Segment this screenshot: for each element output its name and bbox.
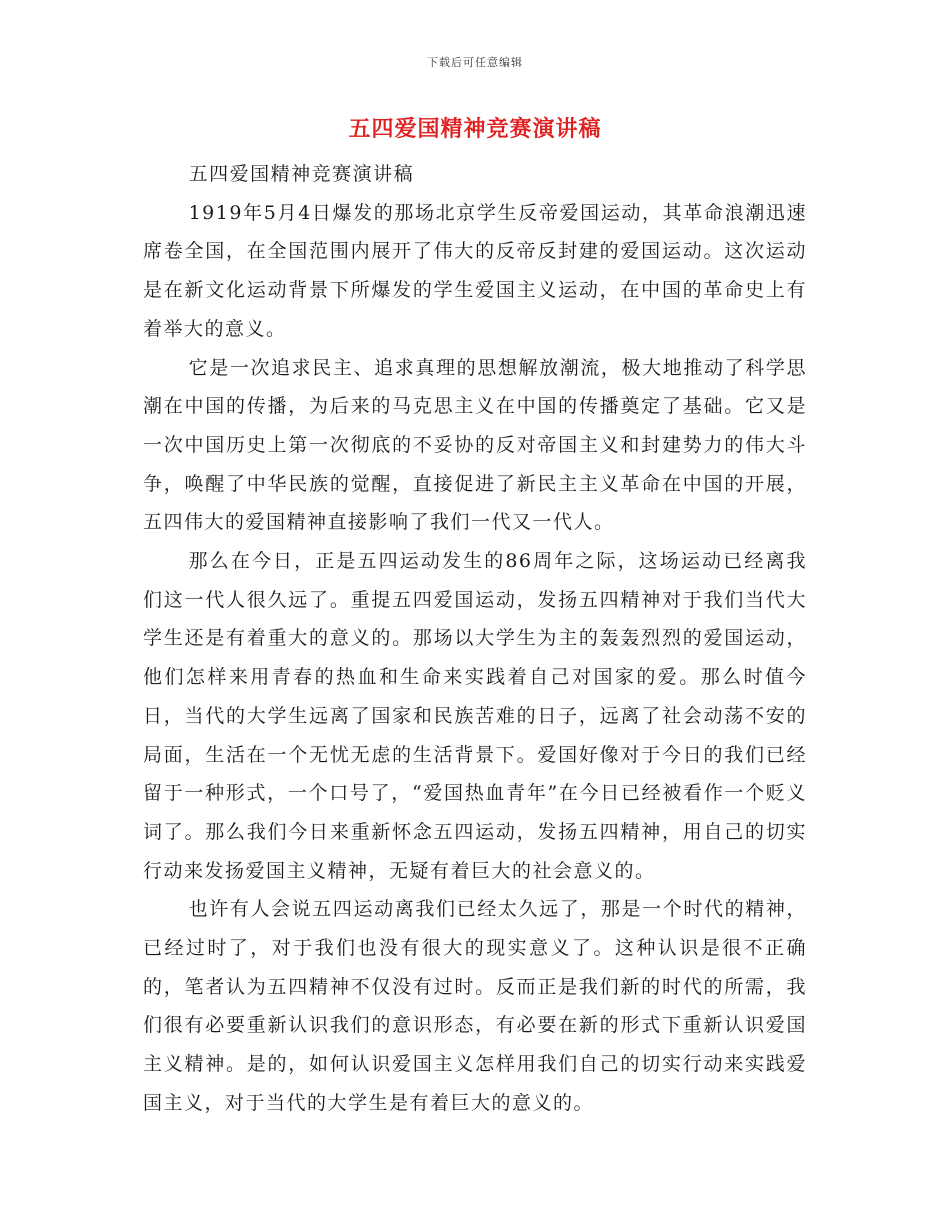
- document-title: 五四爱国精神竞赛演讲稿: [348, 116, 602, 142]
- header-note: 下载后可任意编辑: [427, 56, 523, 69]
- document-body: [143, 155, 807, 1123]
- paragraph-subtitle: 五四爱国精神竞赛演讲稿: [188, 163, 415, 185]
- paragraph: 那么在今日，正是五四运动发生的86周年之际，这场运动已经离我们这一代人很久远了。重提五四爱国运动，发扬五四精神对于我们当代大学生还是有着重大的意义的。那场以大学生为主的轰轰烈烈的爱国运动，他们怎样来用青春的热血和生命来实践着自己对国家的爱。那么时值今日，当代的大学生远离了国家和民族苦难的日子，远离了社会动荡不安的局面，生活在一个无忧无虑的生活背景下。爱国好像对于今日的我们已经留于一种形式，一个口号了，“爱国热血青年”在今日已经被看作一个贬义词了。那么我们今日来重新怀念五四运动，发扬五四精神，用自己的切实行动来发扬爱国主义精神，无疑有着巨大的社会意义的。: [143, 550, 807, 882]
- paragraph: 也许有人会说五四运动离我们已经太久远了，那是一个时代的精神，已经过时了，对于我们也没有很大的现实意义了。这种认识是很不正确的，笔者认为五四精神不仅没有过时。反而正是我们新的时代的所需，我们很有必要重新认识我们的意识形态，有必要在新的形式下重新认识爱国主义精神。是的，如何认识爱国主义怎样用我们自己的切实行动来实践爱国主义，对于当代的大学生是有着巨大的意义的。: [143, 898, 807, 1114]
- paragraph: 1919年5月4日爆发的那场北京学生反帝爱国运动，其革命浪潮迅速席卷全国，在全国范围内展开了伟大的反帝反封建的爱国运动。这次运动是在新文化运动背景下所爆发的学生爱国主义运动，在中国的革命史上有着举大的意义。: [143, 201, 807, 340]
- paragraph: 它是一次追求民主、追求真理的思想解放潮流，极大地推动了科学思潮在中国的传播，为后来的马克思主义在中国的传播奠定了基础。它又是一次中国历史上第一次彻底的不妥协的反对帝国主义和封建势力的伟大斗争，唤醒了中华民族的觉醒，直接促进了新民主主义革命在中国的开展，五四伟大的爱国精神直接影响了我们一代又一代人。: [143, 356, 807, 534]
